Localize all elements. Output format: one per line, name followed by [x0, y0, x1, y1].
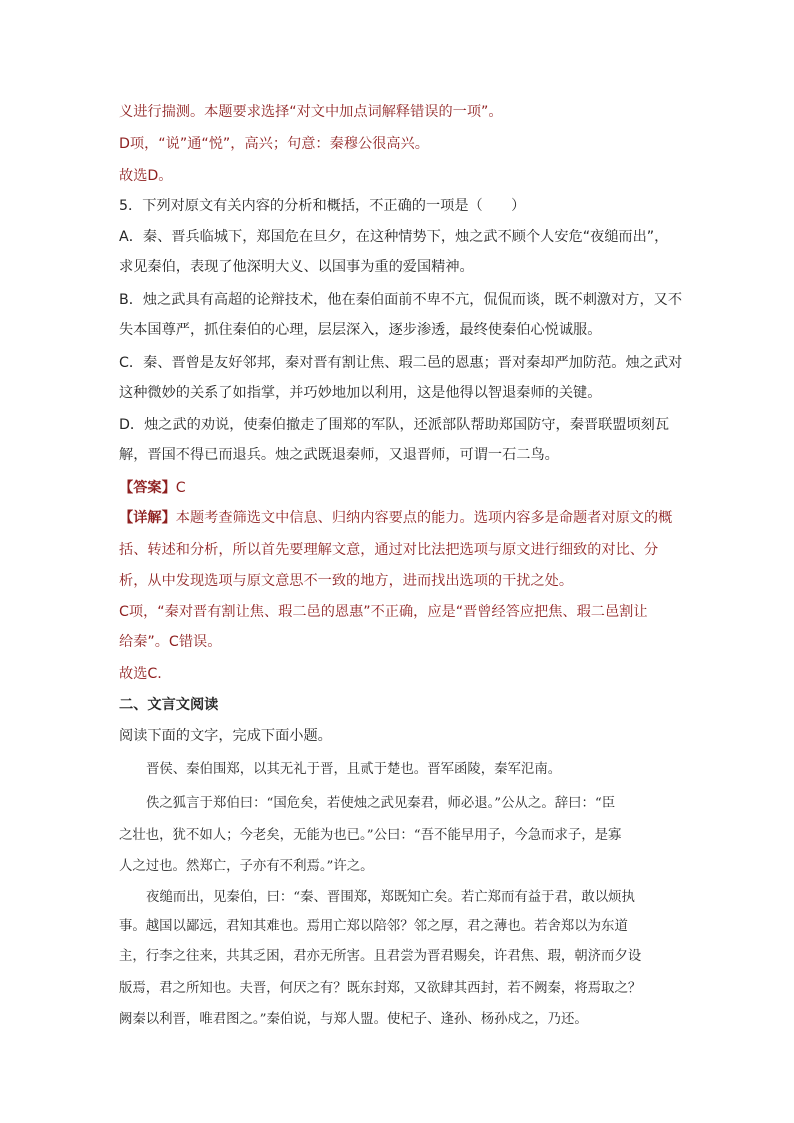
detail-tag: 【详解】: [119, 510, 176, 526]
passage-paragraph: 佚之狐言于郑伯曰：“国危矣，若使烛之武见秦君，师必退。”公从之。辞曰：“臣: [146, 796, 616, 811]
passage-paragraph: 夜缒而出，见秦伯，曰：“秦、晋围郑，郑既知亡矣。若亡郑而有益于君，敢以烦执: [146, 890, 635, 905]
passage-line: 事。越国以鄙远，君知其难也。焉用亡郑以陪邻？邻之厚，君之薄也。若舍郑以为东道: [119, 919, 628, 934]
conclusion-line: 故选C.: [119, 666, 162, 682]
passage-line: 阙秦以利晋，唯君图之。”秦伯说，与郑人盟。使杞子、逢孙、杨孙戍之，乃还。: [119, 1012, 588, 1027]
option-a: A．秦、晋兵临城下，郑国危在旦夕，在这种情势下，烛之武不顾个人安危“夜缒而出”，: [119, 229, 669, 245]
passage-line: 版焉，君之所知也。夫晋，何厌之有？既东封郑，又欲肆其西封，若不阙秦，将焉取之？: [119, 981, 642, 996]
option-c: C．秦、晋曾是友好邻邦，秦对晋有割让焦、瑕二邑的恩惠；晋对秦却严加防范。烛之武对: [119, 355, 683, 371]
question-stem: 5．下列对原文有关内容的分析和概括，不正确的一项是（ ）: [119, 198, 526, 214]
passage-line: 人之过也。然郑亡，子亦有不利焉。”许之。: [119, 859, 374, 874]
conclusion-line: 故选D。: [119, 168, 173, 184]
option-a-continued: 求见秦伯，表现了他深明大义、以国事为重的爱国精神。: [119, 259, 474, 275]
detail-line: 括、转述和分析，所以首先要理解文意，通过对比法把选项与原文进行细致的对比、分: [119, 542, 659, 558]
passage-line: 主，行李之往来，共其乏困，君亦无所害。且君尝为晋君赐矣，许君焦、瑕，朝济而夕设: [119, 949, 642, 964]
detail-line: 给秦”。C错误。: [119, 634, 222, 650]
detail-line: 析，从中发现选项与原文意思不一致的地方，进而找出选项的干扰之处。: [119, 573, 574, 589]
detail-line: [119, 508, 679, 528]
explanation-line: D项，“说”通“悦”，高兴；句意：秦穆公很高兴。: [119, 136, 429, 152]
detail-line: C项，“秦对晋有割让焦、瑕二邑的恩惠”不正确，应是“晋曾经答应把焦、瑕二邑割让: [119, 604, 648, 620]
answer-line: [119, 478, 679, 498]
answer-tag: 【答案】: [119, 480, 176, 496]
passage-paragraph: 晋侯、秦伯围郑，以其无礼于晋，且贰于楚也。晋军函陵，秦军氾南。: [146, 762, 562, 777]
answer-value: C: [175, 480, 186, 496]
option-c-continued: 这种微妙的关系了如指掌，并巧妙地加以利用，这是他得以智退秦师的关键。: [119, 385, 602, 401]
passage-line: 之壮也，犹不如人；今老矣，无能为也已。”公曰：“吾不能早用子，今急而求子，是寡: [119, 828, 622, 843]
detail-text: 本题考查筛选文中信息、归纳内容要点的能力。选项内容多是命题者对原文的概: [175, 510, 673, 526]
option-d: D．烛之武的劝说，使秦伯撤走了围郑的军队，还派部队帮助郑国防守，秦晋联盟顷刻瓦: [119, 417, 670, 433]
explanation-line: 义进行揣测。本题要求选择“对文中加点词解释错误的一项”。: [119, 104, 503, 120]
option-b-continued: 失本国尊严，抓住秦伯的心理，层层深入，逐步渗透，最终使秦伯心悦诚服。: [119, 322, 602, 338]
option-b: B．烛之武具有高超的论辩技术，他在秦伯面前不卑不亢，侃侃而谈，既不刺激对方，又不: [119, 292, 683, 308]
section-heading: 二、文言文阅读: [119, 697, 219, 713]
option-d-continued: 解，晋国不得已而退兵。烛之武既退秦师，又退晋师，可谓一石二鸟。: [119, 447, 559, 463]
section-instruction: 阅读下面的文字，完成下面小题。: [119, 728, 332, 744]
